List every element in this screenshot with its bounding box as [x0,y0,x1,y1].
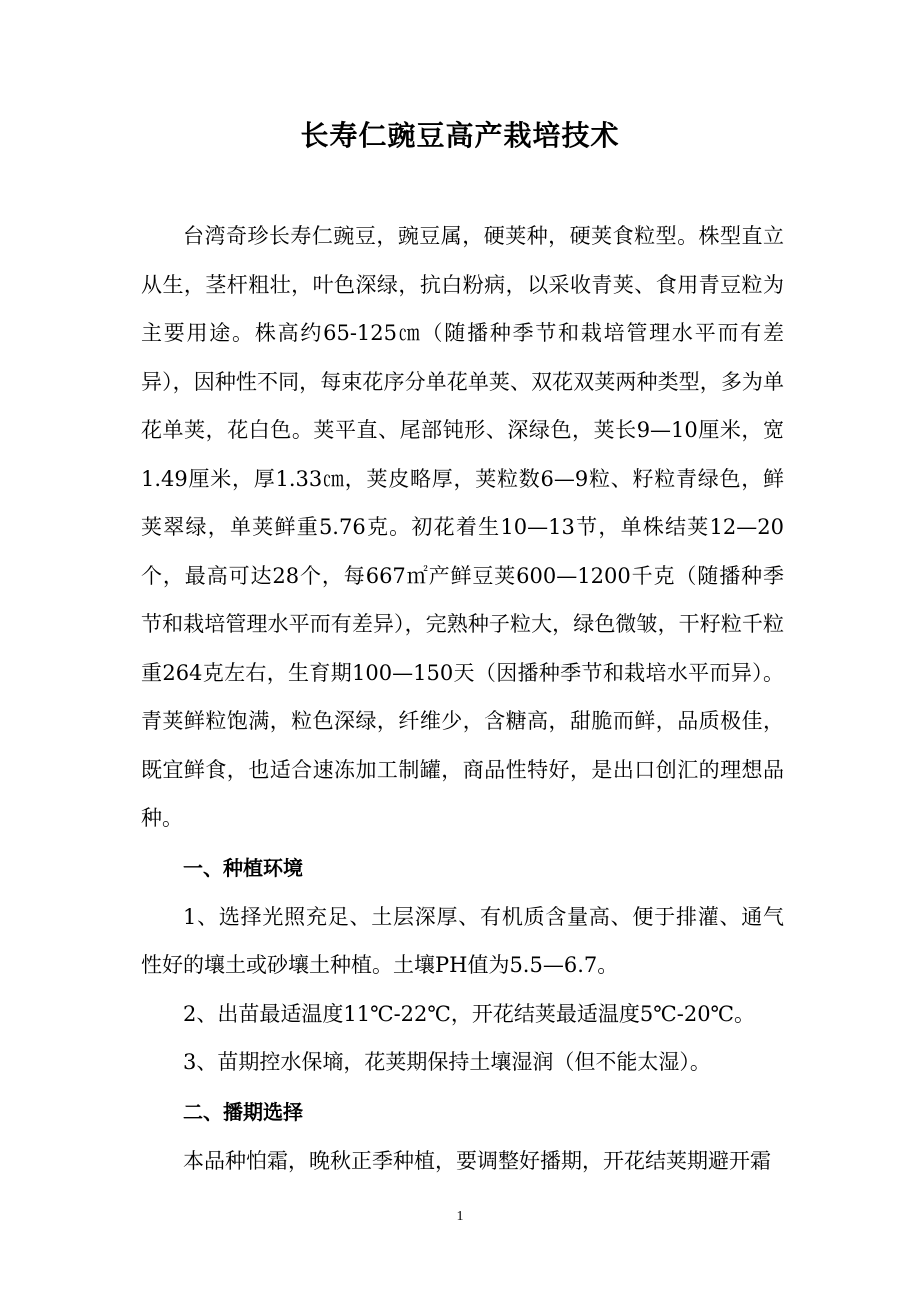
environment-item-moisture: 3、苗期控水保墒，花荚期保持土壤湿润（但不能太湿）。 [183,1050,711,1074]
section-heading-planting-environment: 一、种植环境 [183,855,303,880]
document-body [141,212,784,1185]
section-heading-sowing-period: 二、播期选择 [183,1099,303,1124]
sowing-period-paragraph: 本品种怕霜，晚秋正季种植，要调整好播期，开花结荚期避开霜 [183,1148,771,1173]
environment-item-soil: 1、选择光照充足、土层深厚、有机质含量高、便于排灌、通气性好的壤土或砂壤土种植。土壤PH值为5.5—6.7。 [141,904,784,977]
document-title: 长寿仁豌豆高产栽培技术 [300,119,620,152]
intro-paragraph: 台湾奇珍长寿仁豌豆，豌豆属，硬荚种，硬荚食粒型。株型直立从生，茎杆粗壮，叶色深绿，抗白粉病，以采收青荚、食用青豆粒为主要用途。株高约65-125㎝（随播种季节和栽培管理水平而有差异），因种性不同，每束花序分单花单荚、双花双荚两种类型，多为单花单荚，花白色。荚平直、尾部钝形、深绿色，荚长9—10厘米，宽1.49厘米，厚1.33㎝，荚皮略厚，荚粒数6—9粒、籽粒青绿色，鲜荚翠绿，单荚鲜重5.76克。初花着生10—13节，单株结荚12—20个，最高可达28个，每667㎡产鲜豆荚600—1200千克（随播种季节和栽培管理水平而有差异），完熟种子粒大，绿色微皱，干籽粒千粒重264克左右，生育期100—150天（因播种季节和栽培水平而异）。青荚鲜粒饱满，粒色深绿，纤维少，含糖高，甜脆而鲜，品质极佳，既宜鲜食，也适合速冻加工制罐，商品性特好，是出口创汇的理想品种。 [141,224,784,830]
environment-item-temperature: 2、出苗最适温度11℃-22℃，开花结荚最适温度5℃-20℃。 [183,1001,756,1026]
page-number: 1 [456,1209,464,1224]
